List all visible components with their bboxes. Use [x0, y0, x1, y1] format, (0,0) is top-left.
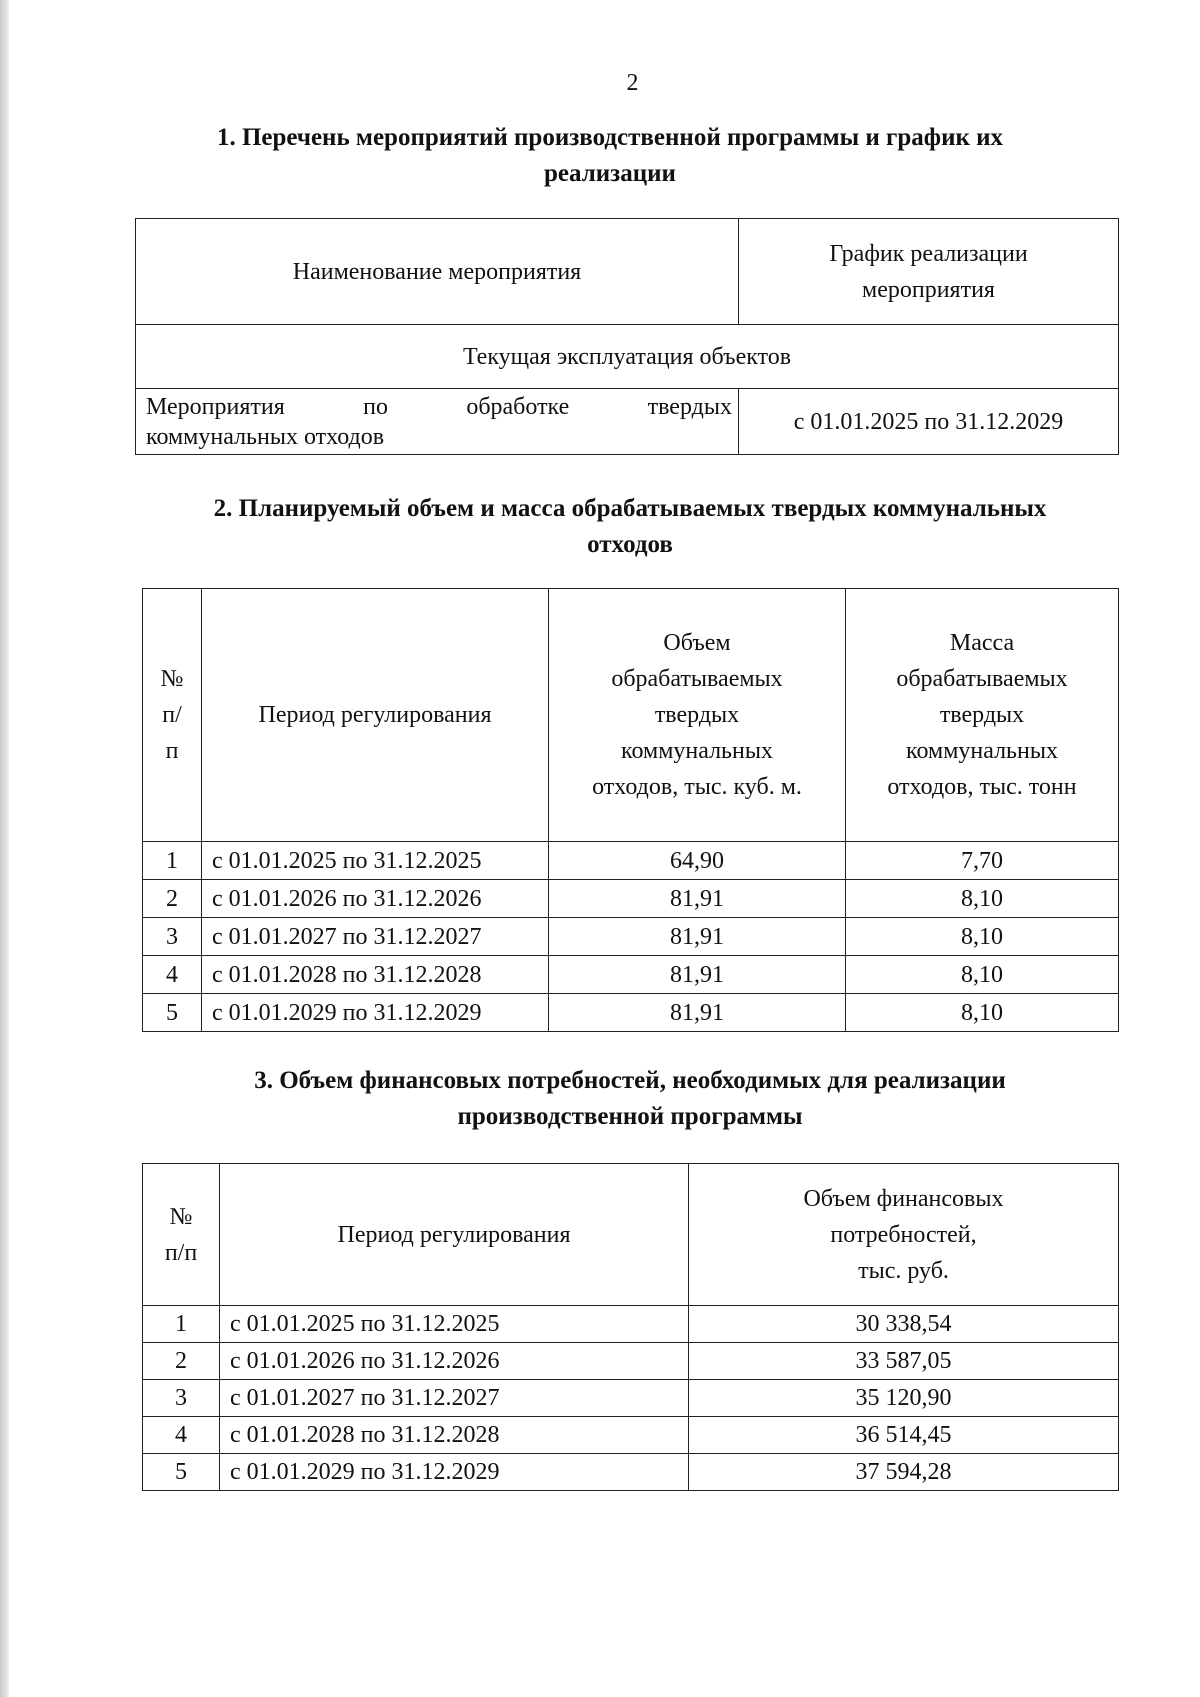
vm-header-volume-line: коммунальных [621, 738, 773, 764]
activity-name-line2: коммунальных отходов [146, 423, 385, 450]
section1-title [130, 120, 1090, 192]
table-row [143, 1306, 1119, 1343]
row-volume: 81,91 [549, 956, 846, 994]
finance-table [142, 1163, 1119, 1491]
row-amount: 37 594,28 [689, 1454, 1119, 1491]
row-period: с 01.01.2028 по 31.12.2028 [202, 956, 549, 994]
table-row [143, 918, 1119, 956]
row-mass: 7,70 [846, 842, 1119, 880]
vm-header-mass-line: коммунальных [906, 738, 1058, 764]
section3-title-line2: производственной программы [457, 1103, 803, 1130]
activities-table [135, 218, 1119, 455]
row-mass: 8,10 [846, 956, 1119, 994]
vm-header-volume-line: твердых [654, 702, 740, 728]
row-num: 3 [143, 918, 202, 956]
vm-header-period: Период регулирования [202, 589, 549, 842]
scan-edge-shadow [0, 0, 9, 1697]
vm-header-num [143, 589, 202, 842]
vm-header-volume-line: обрабатываемых [611, 666, 783, 692]
vm-header-mass-line: твердых [939, 702, 1025, 728]
vm-header-num-line: п/ [162, 702, 182, 728]
vm-header-num-line: № [160, 666, 184, 692]
section1-title-line2: реализации [544, 160, 676, 187]
fin-header-amount-line: тыс. руб. [858, 1257, 949, 1284]
activities-header-row [136, 219, 1119, 325]
activities-group-row [136, 325, 1119, 389]
table-row [143, 994, 1119, 1032]
row-volume: 64,90 [549, 842, 846, 880]
vm-header-mass-line: Масса [949, 630, 1015, 656]
activity-word: по [363, 393, 388, 420]
row-num: 5 [143, 994, 202, 1032]
activities-header-name: Наименование мероприятия [136, 219, 739, 325]
table-row [143, 1454, 1119, 1491]
row-amount: 33 587,05 [689, 1343, 1119, 1380]
activity-word: твердых [647, 393, 732, 420]
row-period: с 01.01.2028 по 31.12.2028 [220, 1417, 689, 1454]
row-mass: 8,10 [846, 918, 1119, 956]
row-period: с 01.01.2027 по 31.12.2027 [202, 918, 549, 956]
activities-group-label: Текущая эксплуатация объектов [136, 325, 1119, 389]
vm-header-mass [846, 589, 1119, 842]
row-period: с 01.01.2026 по 31.12.2026 [202, 880, 549, 918]
row-period: с 01.01.2025 по 31.12.2025 [202, 842, 549, 880]
row-mass: 8,10 [846, 994, 1119, 1032]
vm-header-volume-line: Объем [663, 630, 731, 656]
row-mass: 8,10 [846, 880, 1119, 918]
row-period: с 01.01.2027 по 31.12.2027 [220, 1380, 689, 1417]
activity-schedule: с 01.01.2025 по 31.12.2029 [739, 389, 1119, 455]
row-period: с 01.01.2029 по 31.12.2029 [202, 994, 549, 1032]
finance-header-row [143, 1164, 1119, 1306]
table-row [143, 1417, 1119, 1454]
page-number: 2 [626, 70, 639, 96]
vm-header-volume-line: отходов, тыс. куб. м. [592, 774, 802, 800]
vm-header-mass-line: обрабатываемых [896, 666, 1068, 692]
row-num: 4 [143, 956, 202, 994]
fin-header-num [143, 1164, 220, 1306]
section3-title [140, 1063, 1120, 1135]
row-period: с 01.01.2026 по 31.12.2026 [220, 1343, 689, 1380]
fin-header-num-line: № [169, 1203, 193, 1230]
vm-header-mass-line: отходов, тыс. тонн [887, 774, 1077, 800]
row-num: 4 [143, 1417, 220, 1454]
schedule-header-line1: График реализации [829, 240, 1028, 267]
row-volume: 81,91 [549, 880, 846, 918]
fin-header-num-line: п/п [164, 1239, 198, 1266]
row-num: 5 [143, 1454, 220, 1491]
volume-mass-header-row [143, 589, 1119, 842]
volume-mass-table [142, 588, 1119, 1032]
vm-header-num-line: п [165, 738, 179, 764]
table-row [143, 956, 1119, 994]
row-amount: 35 120,90 [689, 1380, 1119, 1417]
activity-name [136, 389, 739, 455]
activities-header-schedule [739, 219, 1119, 325]
row-volume: 81,91 [549, 918, 846, 956]
row-num: 2 [143, 1343, 220, 1380]
row-num: 2 [143, 880, 202, 918]
fin-header-amount-line: потребностей, [830, 1221, 977, 1248]
row-period: с 01.01.2029 по 31.12.2029 [220, 1454, 689, 1491]
vm-header-volume [549, 589, 846, 842]
table-row [143, 1343, 1119, 1380]
row-period: с 01.01.2025 по 31.12.2025 [220, 1306, 689, 1343]
fin-header-period: Период регулирования [220, 1164, 689, 1306]
row-num: 1 [143, 1306, 220, 1343]
row-amount: 36 514,45 [689, 1417, 1119, 1454]
row-volume: 81,91 [549, 994, 846, 1032]
table-row [143, 880, 1119, 918]
table-row [143, 1380, 1119, 1417]
section1-title-line1: 1. Перечень мероприятий производственной программы и график их [216, 124, 1004, 151]
table-row [143, 842, 1119, 880]
activities-data-row [136, 389, 1119, 455]
section3-title-line1: 3. Объем финансовых потребностей, необходимых для реализации [254, 1067, 1006, 1094]
section2-title-line2: отходов [587, 531, 673, 558]
section2-title [140, 491, 1120, 563]
activity-word: Мероприятия [146, 393, 285, 420]
row-num: 3 [143, 1380, 220, 1417]
schedule-header-line2: мероприятия [862, 276, 995, 303]
section2-title-line1: 2. Планируемый объем и масса обрабатываемых твердых коммунальных [213, 495, 1047, 522]
row-amount: 30 338,54 [689, 1306, 1119, 1343]
fin-header-amount [689, 1164, 1119, 1306]
fin-header-amount-line: Объем финансовых [803, 1185, 1004, 1212]
activity-word: обработке [466, 393, 570, 420]
row-num: 1 [143, 842, 202, 880]
activity-name-line1 [146, 392, 732, 422]
